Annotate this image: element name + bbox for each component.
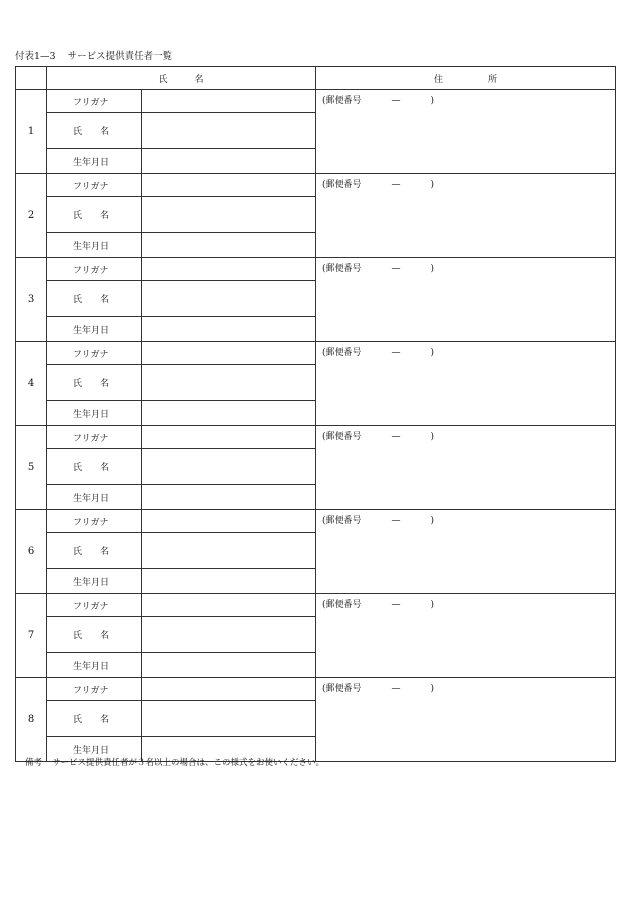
postal-code-dash: — — [391, 96, 401, 106]
entry-row-furigana — [16, 90, 616, 113]
postal-code-dash: — — [391, 432, 401, 442]
postal-code-open: (郵便番号 — [322, 600, 362, 610]
postal-code-close: ) — [430, 432, 435, 442]
postal-code-close: ) — [430, 600, 435, 610]
dob-field[interactable] — [142, 569, 316, 594]
entry-number: 3 — [16, 258, 47, 342]
dob-label: 生年月日 — [47, 317, 142, 342]
header-address: 住 所 — [316, 67, 616, 90]
entry-number: 2 — [16, 174, 47, 258]
remarks-label: 備考 — [25, 758, 43, 768]
postal-code-close: ) — [430, 516, 435, 526]
name-label: 氏 名 — [47, 113, 142, 149]
dob-label: 生年月日 — [47, 737, 142, 762]
entry-row-furigana — [16, 510, 616, 533]
entry-row-furigana — [16, 594, 616, 617]
address-field[interactable] — [316, 342, 616, 426]
postal-code-close: ) — [430, 180, 435, 190]
address-field[interactable] — [316, 426, 616, 510]
furigana-label: フリガナ — [47, 510, 142, 533]
postal-code-open: (郵便番号 — [322, 264, 362, 274]
dob-label: 生年月日 — [47, 485, 142, 510]
name-field[interactable] — [142, 617, 316, 653]
entry-row-furigana — [16, 174, 616, 197]
dob-label: 生年月日 — [47, 653, 142, 678]
address-field[interactable] — [316, 174, 616, 258]
furigana-label: フリガナ — [47, 678, 142, 701]
address-field[interactable] — [316, 90, 616, 174]
postal-code-dash: — — [391, 600, 401, 610]
entry-row-furigana — [16, 426, 616, 449]
dob-label: 生年月日 — [47, 149, 142, 174]
header-number — [16, 67, 47, 90]
postal-code-open: (郵便番号 — [322, 348, 362, 358]
entry-row-furigana — [16, 678, 616, 701]
postal-code-dash: — — [391, 516, 401, 526]
postal-code-dash: — — [391, 348, 401, 358]
furigana-field[interactable] — [142, 342, 316, 365]
dob-field[interactable] — [142, 317, 316, 342]
postal-code-close: ) — [430, 684, 435, 694]
form-title-text: サービス提供責任者一覧 — [67, 51, 173, 62]
furigana-field[interactable] — [142, 594, 316, 617]
address-field[interactable] — [316, 258, 616, 342]
entry-number: 4 — [16, 342, 47, 426]
name-label: 氏 名 — [47, 617, 142, 653]
furigana-label: フリガナ — [47, 342, 142, 365]
furigana-field[interactable] — [142, 426, 316, 449]
entry-number: 8 — [16, 678, 47, 762]
dob-label: 生年月日 — [47, 401, 142, 426]
postal-code-open: (郵便番号 — [322, 432, 362, 442]
remarks-text: サービス提供責任者が３名以上の場合は、この様式をお使いください。 — [52, 758, 325, 768]
furigana-field[interactable] — [142, 258, 316, 281]
furigana-label: フリガナ — [47, 426, 142, 449]
name-label: 氏 名 — [47, 197, 142, 233]
furigana-label: フリガナ — [47, 174, 142, 197]
address-field[interactable] — [316, 678, 616, 762]
furigana-field[interactable] — [142, 174, 316, 197]
furigana-field[interactable] — [142, 678, 316, 701]
postal-code-close: ) — [430, 348, 435, 358]
dob-field[interactable] — [142, 149, 316, 174]
dob-field[interactable] — [142, 485, 316, 510]
furigana-label: フリガナ — [47, 90, 142, 113]
table-header-row — [16, 67, 616, 90]
postal-code-open: (郵便番号 — [322, 684, 362, 694]
name-field[interactable] — [142, 365, 316, 401]
name-field[interactable] — [142, 281, 316, 317]
address-field[interactable] — [316, 594, 616, 678]
dob-field[interactable] — [142, 653, 316, 678]
entry-row-furigana — [16, 342, 616, 365]
postal-code-close: ) — [430, 96, 435, 106]
name-label: 氏 名 — [47, 449, 142, 485]
postal-code-dash: — — [391, 264, 401, 274]
furigana-label: フリガナ — [47, 594, 142, 617]
name-field[interactable] — [142, 701, 316, 737]
dob-field[interactable] — [142, 233, 316, 258]
header-name: 氏 名 — [47, 67, 316, 90]
entry-number: 7 — [16, 594, 47, 678]
dob-label: 生年月日 — [47, 569, 142, 594]
entry-number: 6 — [16, 510, 47, 594]
form-title — [15, 51, 172, 63]
name-label: 氏 名 — [47, 701, 142, 737]
name-field[interactable] — [142, 533, 316, 569]
remarks — [25, 757, 324, 769]
dob-label: 生年月日 — [47, 233, 142, 258]
furigana-label: フリガナ — [47, 258, 142, 281]
postal-code-open: (郵便番号 — [322, 96, 362, 106]
table-body — [16, 90, 616, 762]
postal-code-dash: — — [391, 180, 401, 190]
entry-number: 1 — [16, 90, 47, 174]
address-field[interactable] — [316, 510, 616, 594]
postal-code-close: ) — [430, 264, 435, 274]
entry-number: 5 — [16, 426, 47, 510]
name-label: 氏 名 — [47, 281, 142, 317]
furigana-field[interactable] — [142, 510, 316, 533]
furigana-field[interactable] — [142, 90, 316, 113]
postal-code-open: (郵便番号 — [322, 180, 362, 190]
form-number: 付表1—3 — [15, 51, 56, 62]
name-field[interactable] — [142, 197, 316, 233]
postal-code-open: (郵便番号 — [322, 516, 362, 526]
name-label: 氏 名 — [47, 365, 142, 401]
name-field[interactable] — [142, 449, 316, 485]
entry-row-furigana — [16, 258, 616, 281]
service-manager-table — [15, 66, 616, 762]
dob-field[interactable] — [142, 401, 316, 426]
name-label: 氏 名 — [47, 533, 142, 569]
postal-code-dash: — — [391, 684, 401, 694]
name-field[interactable] — [142, 113, 316, 149]
